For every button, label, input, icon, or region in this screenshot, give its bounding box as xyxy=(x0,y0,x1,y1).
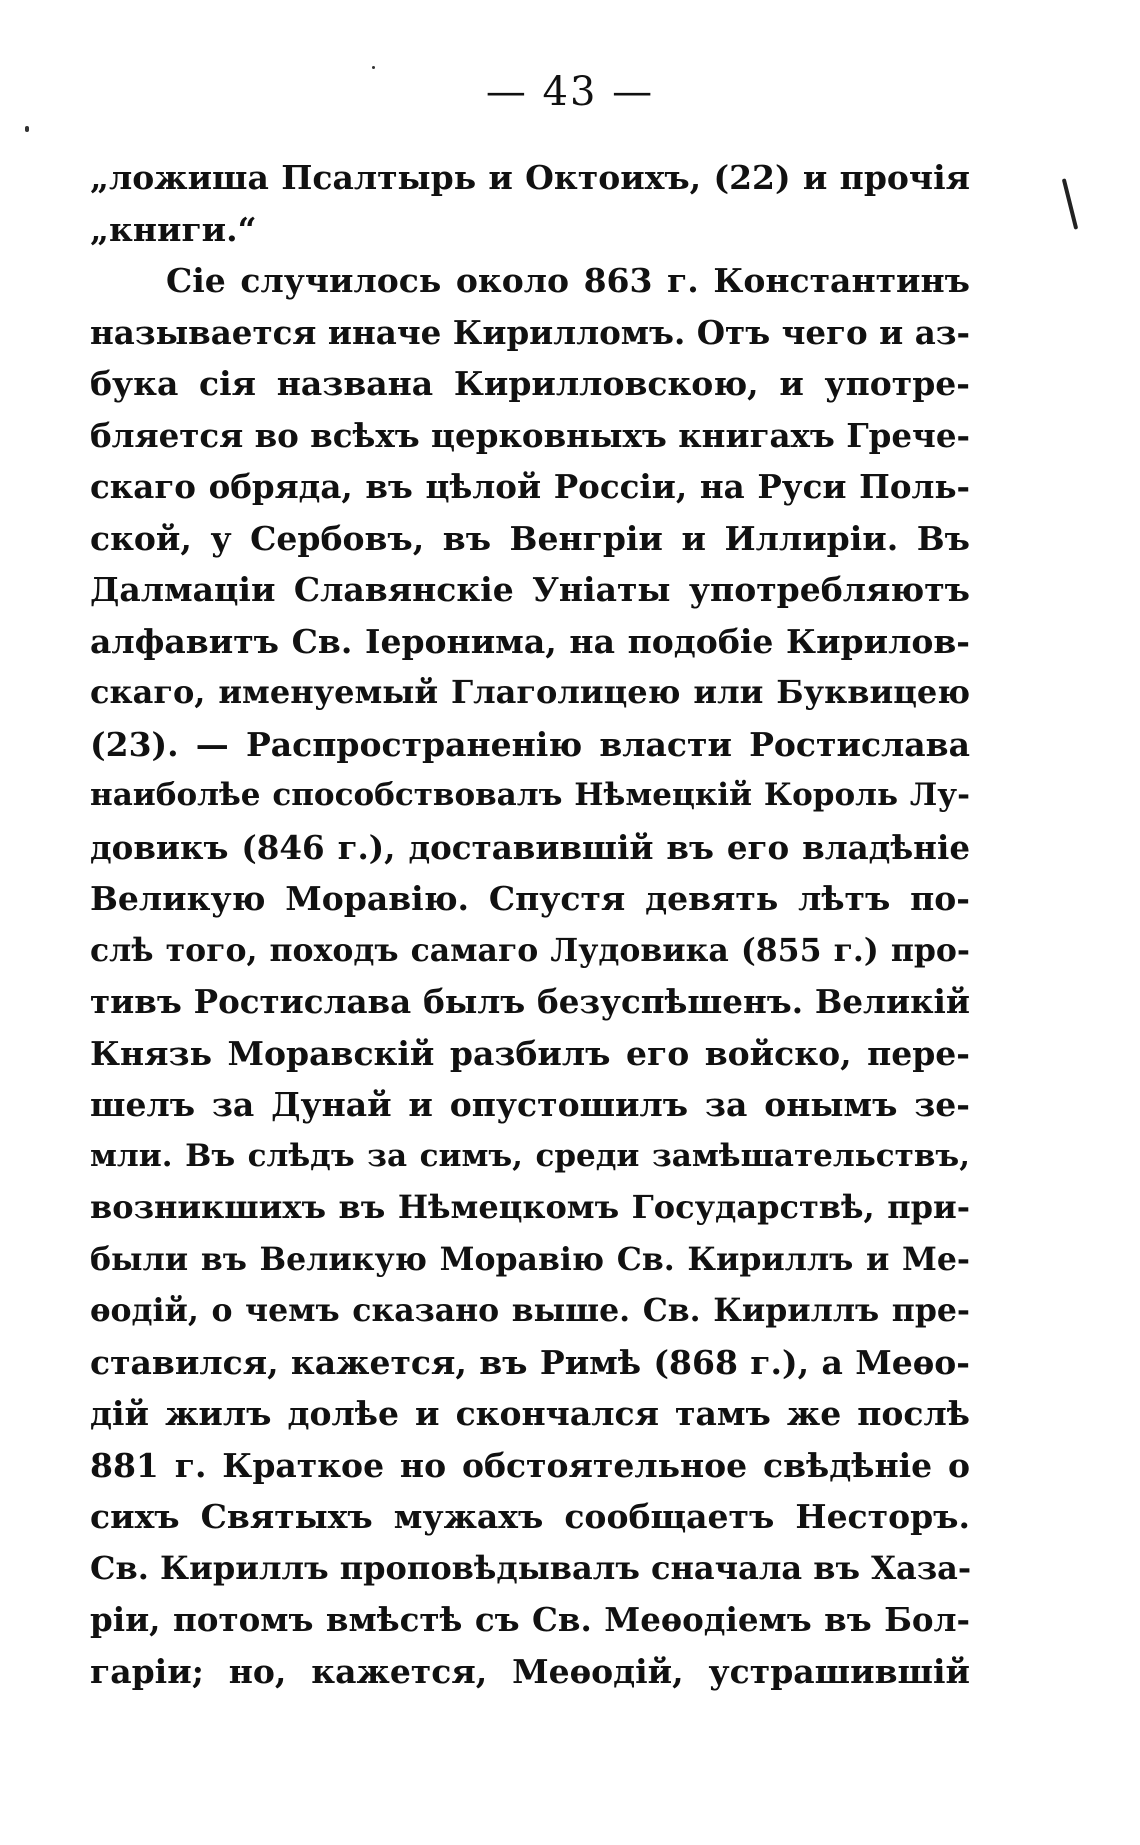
text-line: бляется во всѣхъ церковныхъ книгахъ Грече- xyxy=(90,415,970,455)
text-line: 881 г. Краткое но обстоятельное свѣдѣніе о xyxy=(90,1445,970,1485)
text-line: довикъ (846 г.), доставившій въ его владѣніе xyxy=(90,827,970,867)
page-number: — 43 — xyxy=(485,69,655,115)
text-line: возникшихъ въ Нѣмецкомъ Государствѣ, при- xyxy=(90,1188,970,1226)
text-line: бука сія названа Кирилловскою, и употре- xyxy=(90,364,970,403)
text-line: тивъ Ростислава былъ безуспѣшенъ. Великій xyxy=(90,982,970,1021)
text-line: дій жилъ долѣе и скончался тамъ же послѣ xyxy=(90,1394,970,1433)
text-line: скаго обряда, въ цѣлой Россіи, на Руси Поль- xyxy=(90,467,970,506)
text-line: были въ Великую Моравію Св. Кириллъ и Ме- xyxy=(90,1240,970,1278)
text-line: скаго, именуемый Глаголицею или Буквицею xyxy=(90,673,970,711)
text-line: ставился, кажется, въ Римѣ (868 г.), а Меѳо- xyxy=(90,1342,970,1382)
margin-pen-mark xyxy=(1062,178,1078,229)
text-line: „книги.“ xyxy=(90,209,257,249)
text-line: называется иначе Кирилломъ. Отъ чего и аз- xyxy=(90,312,970,352)
text-line: Великую Моравію. Спустя девять лѣтъ по- xyxy=(90,879,970,918)
text-line: алфавитъ Св. Іеронима, на подобіе Кирилов- xyxy=(90,621,970,661)
text-line: наиболѣе способствовалъ Нѣмецкій Король Лу- xyxy=(90,777,970,813)
text-line: (23). — Распространенію власти Ростислава xyxy=(90,724,970,764)
text-line: Сіе случилось около 863 г. Константинъ xyxy=(166,261,970,300)
text-line: Далмаціи Славянскіе Уніаты употребляютъ xyxy=(90,570,970,609)
text-line: „ложиша Псалтырь и Октоихъ, (22) и прочія xyxy=(90,158,970,197)
text-line: гаріи; но, кажется, Меѳодій, устрашившій xyxy=(90,1651,970,1691)
paper-speck xyxy=(372,66,375,69)
text-line: Князь Моравскій разбилъ его войско, пере- xyxy=(90,1033,970,1073)
text-line: ской, у Сербовъ, въ Венгріи и Иллиріи. Въ xyxy=(90,518,970,558)
text-line: сихъ Святыхъ мужахъ сообщаетъ Несторъ. xyxy=(90,1497,970,1536)
text-line: мли. Въ слѣдъ за симъ, среди замѣшательствъ, xyxy=(90,1137,970,1174)
text-line: Св. Кириллъ проповѣдывалъ сначала въ Хаза- xyxy=(90,1548,972,1587)
text-line: ріи, потомъ вмѣстѣ съ Св. Меѳодіемъ въ Бол- xyxy=(90,1600,970,1639)
body-text xyxy=(90,152,970,1697)
text-line: слѣ того, походъ самаго Лудовика (855 г.) про- xyxy=(90,931,970,969)
paper-speck xyxy=(25,126,29,132)
text-line: ѳодій, о чемъ сказано выше. Св. Кириллъ пре- xyxy=(90,1292,970,1329)
text-line: шелъ за Дунай и опустошилъ за онымъ зе- xyxy=(90,1085,970,1124)
